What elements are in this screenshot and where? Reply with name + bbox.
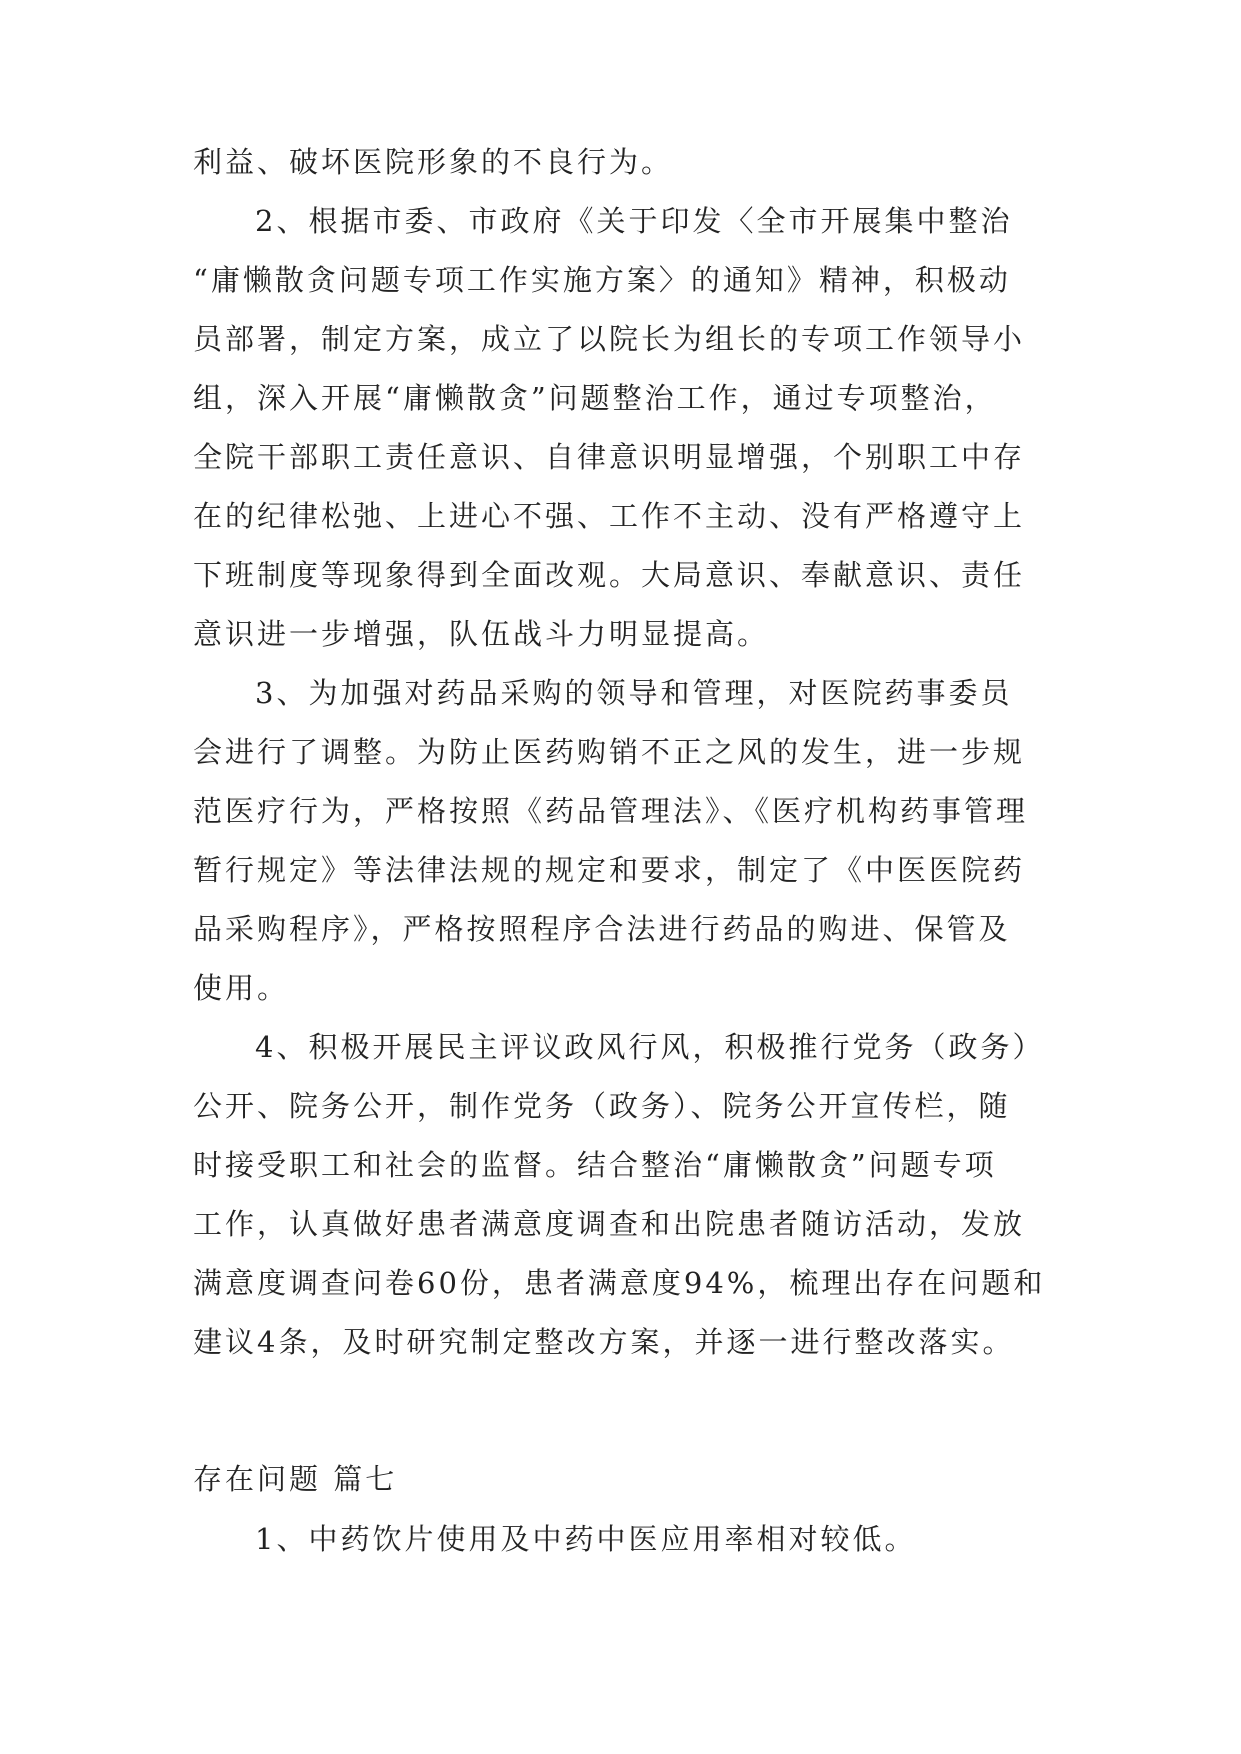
text-line: 全院干部职工责任意识、自律意识明显增强，个别职工中存: [193, 440, 1026, 474]
text-line: 工作，认真做好患者满意度调查和出院患者随访活动，发放: [193, 1207, 1026, 1241]
text-line: “庸懒散贪问题专项工作实施方案〉的通知》精神，积极动: [193, 263, 1011, 297]
text-line: 意识进一步增强，队伍战斗力明显提高。: [193, 617, 770, 651]
text-line: 时接受职工和社会的监督。结合整治“庸懒散贪”问题专项: [193, 1148, 997, 1182]
text-line: 4、积极开展民主评议政风行风，积极推行党务（政务）: [255, 1030, 1045, 1064]
text-line: 暂行规定》等法律法规的规定和要求，制定了《中医医院药: [193, 853, 1026, 887]
body-text: [193, 133, 1053, 1372]
text-line: 2、根据市委、市政府《关于印发〈全市开展集中整治: [255, 204, 1013, 238]
text-line: 1、中药饮片使用及中药中医应用率相对较低。: [255, 1522, 917, 1556]
section-title: 存在问题 篇七: [193, 1462, 398, 1496]
text-line: 建议4条，及时研究制定整改方案，并逐一进行整改落实。: [193, 1325, 1015, 1359]
text-line: 范医疗行为，严格按照《药品管理法》、《医疗机构药事管理: [193, 794, 1029, 828]
text-line: 组，深入开展“庸懒散贪”问题整治工作，通过专项整治，: [193, 381, 997, 415]
text-line: 在的纪律松弛、上进心不强、工作不主动、没有严格遵守上: [193, 499, 1026, 533]
text-line: 3、为加强对药品采购的领导和管理，对医院药事委员: [255, 676, 1013, 710]
text-line: 下班制度等现象得到全面改观。大局意识、奉献意识、责任: [193, 558, 1026, 592]
text-line: 品采购程序》，严格按照程序合法进行药品的购进、保管及: [193, 912, 1011, 946]
text-line: 利益、破坏医院形象的不良行为。: [193, 145, 674, 179]
text-line: 会进行了调整。为防止医药购销不正之风的发生，进一步规: [193, 735, 1026, 769]
text-line: 员部署，制定方案，成立了以院长为组长的专项工作领导小: [193, 322, 1026, 356]
section-first-line: [193, 1510, 1053, 1569]
text-line: 满意度调查问卷60份，患者满意度94%，梳理出存在问题和: [193, 1266, 1046, 1300]
text-line: 公开、院务公开，制作党务（政务）、院务公开宣传栏，随: [193, 1089, 1011, 1123]
text-line: 使用。: [193, 971, 290, 1005]
